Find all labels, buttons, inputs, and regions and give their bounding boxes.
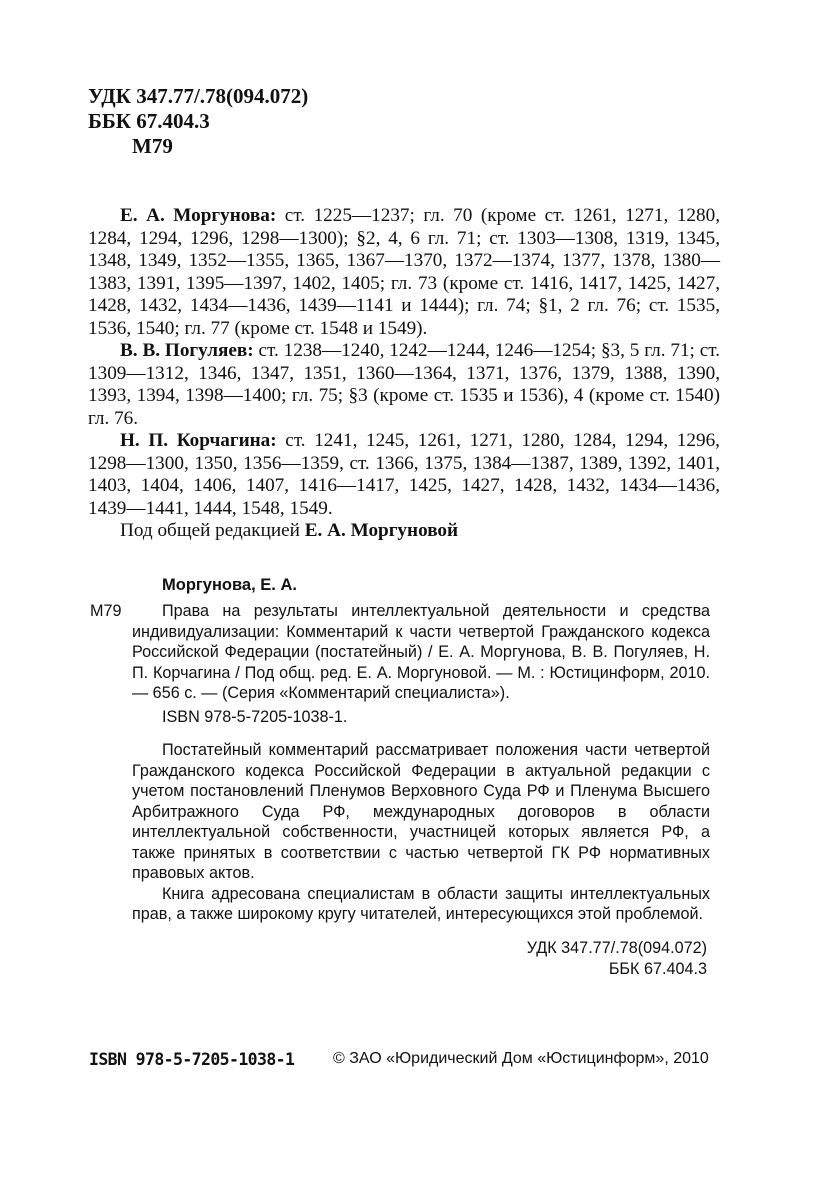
author-entry xyxy=(88,340,720,430)
author-name: Н. П. Корчагина: xyxy=(120,430,277,451)
bbk-code: ББК 67.404.3 xyxy=(88,109,210,133)
author-name: Е. А. Моргунова: xyxy=(120,205,277,226)
catalog-isbn: ISBN 978-5-7205-1038-1. xyxy=(162,708,348,726)
catalog-title: Права на результаты интеллектуальной деятельности и средства индивидуализации: Комментарий к части четвертой Гражданского кодекса Российской Федерации (постатейный) / Е. А. Моргунова, В. В. Погуляев, Н. П. Корчагина / Под общ. ред. Е. А. Моргуновой. — М. : Юстицинформ, 2010. — 656 с. — (Серия «Комментарий специалиста»). xyxy=(132,602,710,702)
udk-code: УДК 347.77/.78(094.072) xyxy=(88,84,309,108)
author-entry xyxy=(88,430,720,520)
author-entry xyxy=(88,205,720,340)
abstract-paragraph: Книга адресована специалистам в области защиты интеллектуальных прав, а также широкому кругу читателей, интересующихся этой проблемой. xyxy=(132,884,710,923)
editor-line xyxy=(88,520,720,543)
author-mark: М79 xyxy=(132,134,173,158)
footer-copyright: © ЗАО «Юридический Дом «Юстицинформ», 2010 xyxy=(333,1050,709,1067)
catalog-abstract xyxy=(132,740,710,925)
author-sections: ст. 1225—1237; гл. 70 (кроме ст. 1261, 1271, 1280, 1284, 1294, 1296, 1298—1300); §2, 4, 6 гл. 71; ст. 1303—1308, 1319, 1345, 1348, 1349, 1352—1355, 1365, 1367—1370, 1372—1374, 1377, 1378, 1380—1383, 1391, 1395—1397, 1402, 1405; гл. 73 (кроме ст. 1416, 1417, 1425, 1427, 1428, 1432, 1434—1436, 1439—1141 и 1444); гл. 74; §1, 2 гл. 76; ст. 1535, 1536, 1540; гл. 77 (кроме ст. 1548 и 1549). xyxy=(88,205,720,339)
catalog-udk: УДК 347.77/.78(094.072) xyxy=(526,939,707,957)
abstract-paragraph: Постатейный комментарий рассматривает положения части четвертой Гражданского кодекса Российской Федерации в актуальной редакции с учетом постановлений Пленумов Верховного Суда РФ и Пленума Высшего Арбитражного Суда РФ, международных договоров в области интеллектуальной собственности, участницей которых является РФ, а также принятых в соответствии с частью четвертой ГК РФ нормативных правовых актов. xyxy=(132,741,710,882)
catalog-codes xyxy=(480,938,707,979)
author-sections: ст. 1238—1240, 1242—1244, 1246—1254; §3, 5 гл. 71; ст. 1309—1312, 1346, 1347, 1351, 1360—1364, 1371, 1376, 1379, 1388, 1390, 1393, 1394, 1398—1400; гл. 75; §3 (кроме ст. 1535 и 1536), 4 (кроме ст. 1540) гл. 76. xyxy=(88,340,720,429)
editor-name: Е. А. Моргуновой xyxy=(304,520,459,541)
catalog-author: Моргунова, Е. А. xyxy=(162,576,297,594)
editor-prefix: Под общей редакцией xyxy=(120,520,305,541)
catalog-code: М79 xyxy=(90,602,122,620)
footer-isbn: ISBN 978-5-7205-1038-1 xyxy=(89,1050,295,1069)
catalog-bbk: ББК 67.404.3 xyxy=(608,959,707,978)
author-sections: ст. 1241, 1245, 1261, 1271, 1280, 1284, 1294, 1296, 1298—1300, 1350, 1356—1359, ст. 1366, 1375, 1384—1387, 1389, 1392, 1401, 1403, 1404, 1406, 1407, 1416—1417, 1425, 1427, 1428, 1432, 1434—1436, 1439—1441, 1444, 1548, 1549. xyxy=(88,430,720,519)
author-name: В. В. Погуляев: xyxy=(120,340,254,361)
authors-contributions xyxy=(88,205,720,543)
classification-block xyxy=(88,84,308,159)
